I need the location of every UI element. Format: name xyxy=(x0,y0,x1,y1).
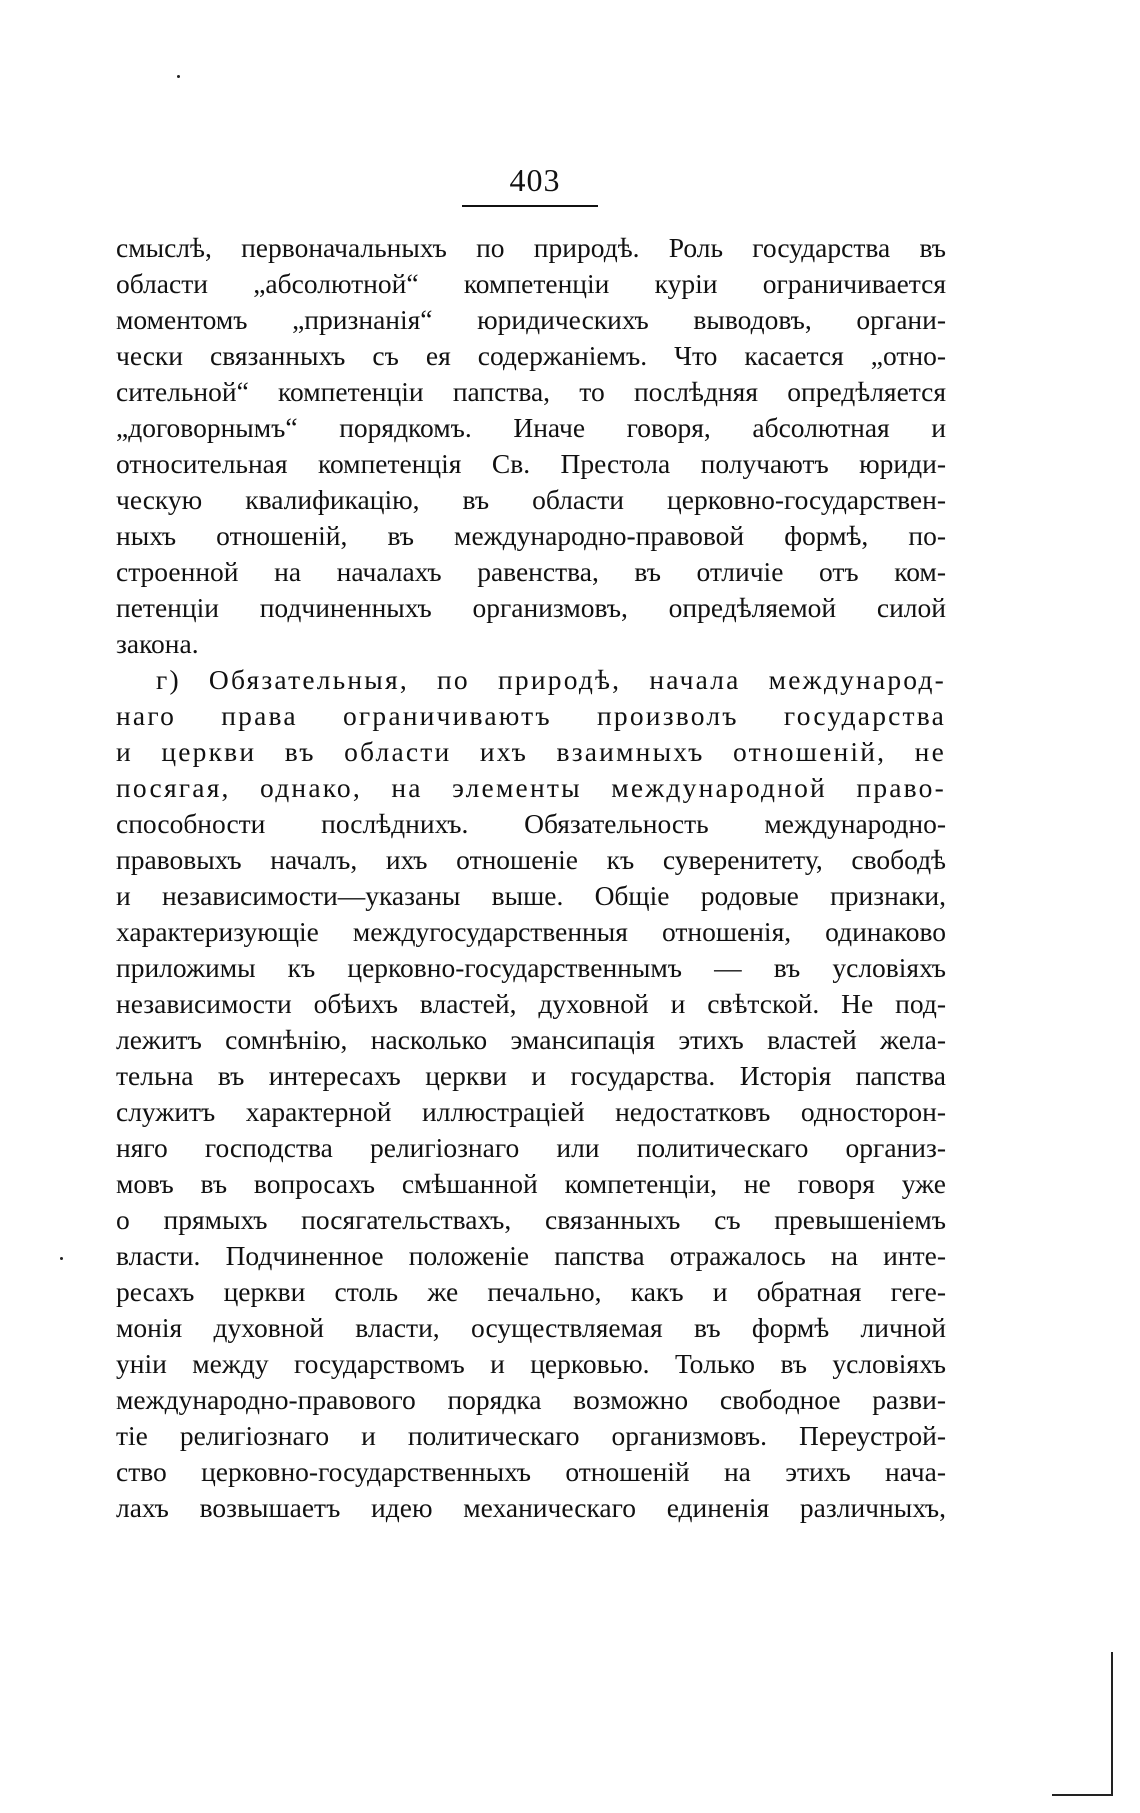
text-line: и независимости—указаны выше. Общіе родовые признаки, xyxy=(116,880,946,911)
text-line: ресахъ церкви столь же печально, какъ и обратная геге- xyxy=(116,1276,946,1307)
text-line: сительной“ компетенціи папства, то послѣдняя опредѣляется xyxy=(116,376,946,407)
text-line: приложимы къ церковно-государственнымъ — въ условіяхъ xyxy=(116,952,946,983)
text-line: тіе религіознаго и политическаго организмовъ. Переустрой- xyxy=(116,1420,946,1451)
text-line: ство церковно-государственныхъ отношеній на этихъ нача- xyxy=(116,1456,946,1487)
text-line: власти. Подчиненное положеніе папства отражалось на инте- xyxy=(116,1240,946,1271)
text-line: чески связанныхъ съ ея содержаніемъ. Что касается „отно- xyxy=(116,340,946,371)
text-line: г) Обязательныя, по природѣ, начала международ- xyxy=(156,664,946,695)
text-line: моментомъ „признанія“ юридическихъ выводовъ, органи- xyxy=(116,304,946,335)
text-line: няго господства религіознаго или политическаго организ- xyxy=(116,1132,946,1163)
page-number-rule xyxy=(462,205,598,207)
page-number: 403 xyxy=(509,162,561,198)
text-line: мовъ въ вопросахъ смѣшанной компетенціи, не говоря уже xyxy=(116,1168,946,1199)
text-line: области „абсолютной“ компетенціи куріи ограничивается xyxy=(116,268,946,299)
text-line: служитъ характерной иллюстраціей недостатковъ односторон- xyxy=(116,1096,946,1127)
text-line: закона. xyxy=(116,628,199,659)
text-line: тельна въ интересахъ церкви и государства. Исторія папства xyxy=(116,1060,946,1091)
text-line: независимости обѣихъ властей, духовной и свѣтской. Не под- xyxy=(116,988,946,1019)
text-line: лахъ возвышаетъ идею механическаго единенія различныхъ, xyxy=(116,1492,946,1523)
text-line: уніи между государствомъ и церковью. Только въ условіяхъ xyxy=(116,1348,946,1379)
text-line: ныхъ отношеній, въ международно-правовой формѣ, по- xyxy=(116,520,946,551)
scan-frame-horizontal xyxy=(1052,1794,1113,1796)
text-line: способности послѣднихъ. Обязательность международно- xyxy=(116,808,946,839)
scan-speck xyxy=(60,1257,63,1260)
text-line: монія духовной власти, осуществляемая въ формѣ личной xyxy=(116,1312,946,1343)
scan-frame-vertical xyxy=(1111,1652,1113,1796)
text-line: относительная компетенція Св. Престола получаютъ юриди- xyxy=(116,448,946,479)
text-line: смыслѣ, первоначальныхъ по природѣ. Роль государства въ xyxy=(116,232,946,263)
text-line: правовыхъ началъ, ихъ отношеніе къ суверенитету, свободѣ xyxy=(116,844,946,875)
text-line: строенной на началахъ равенства, въ отличіе отъ ком- xyxy=(116,556,946,587)
text-line: международно-правового порядка возможно свободное разви- xyxy=(116,1384,946,1415)
text-line: о прямыхъ посягательствахъ, связанныхъ съ превышеніемъ xyxy=(116,1204,946,1235)
text-line: посягая, однако, на элементы международной право- xyxy=(116,772,946,803)
text-line: лежитъ сомнѣнію, насколько эмансипація этихъ властей жела- xyxy=(116,1024,946,1055)
scan-speck xyxy=(177,75,180,78)
text-line: характеризующіе междугосударственныя отношенія, одинаково xyxy=(116,916,946,947)
text-line: и церкви въ области ихъ взаимныхъ отношеній, не xyxy=(116,736,946,767)
text-line: „договорнымъ“ порядкомъ. Иначе говоря, абсолютная и xyxy=(116,412,946,443)
text-line: наго права ограничиваютъ произволъ государства xyxy=(116,700,946,731)
text-line: петенціи подчиненныхъ организмовъ, опредѣляемой силой xyxy=(116,592,946,623)
text-line: ческую квалификацію, въ области церковно-государствен- xyxy=(116,484,946,515)
